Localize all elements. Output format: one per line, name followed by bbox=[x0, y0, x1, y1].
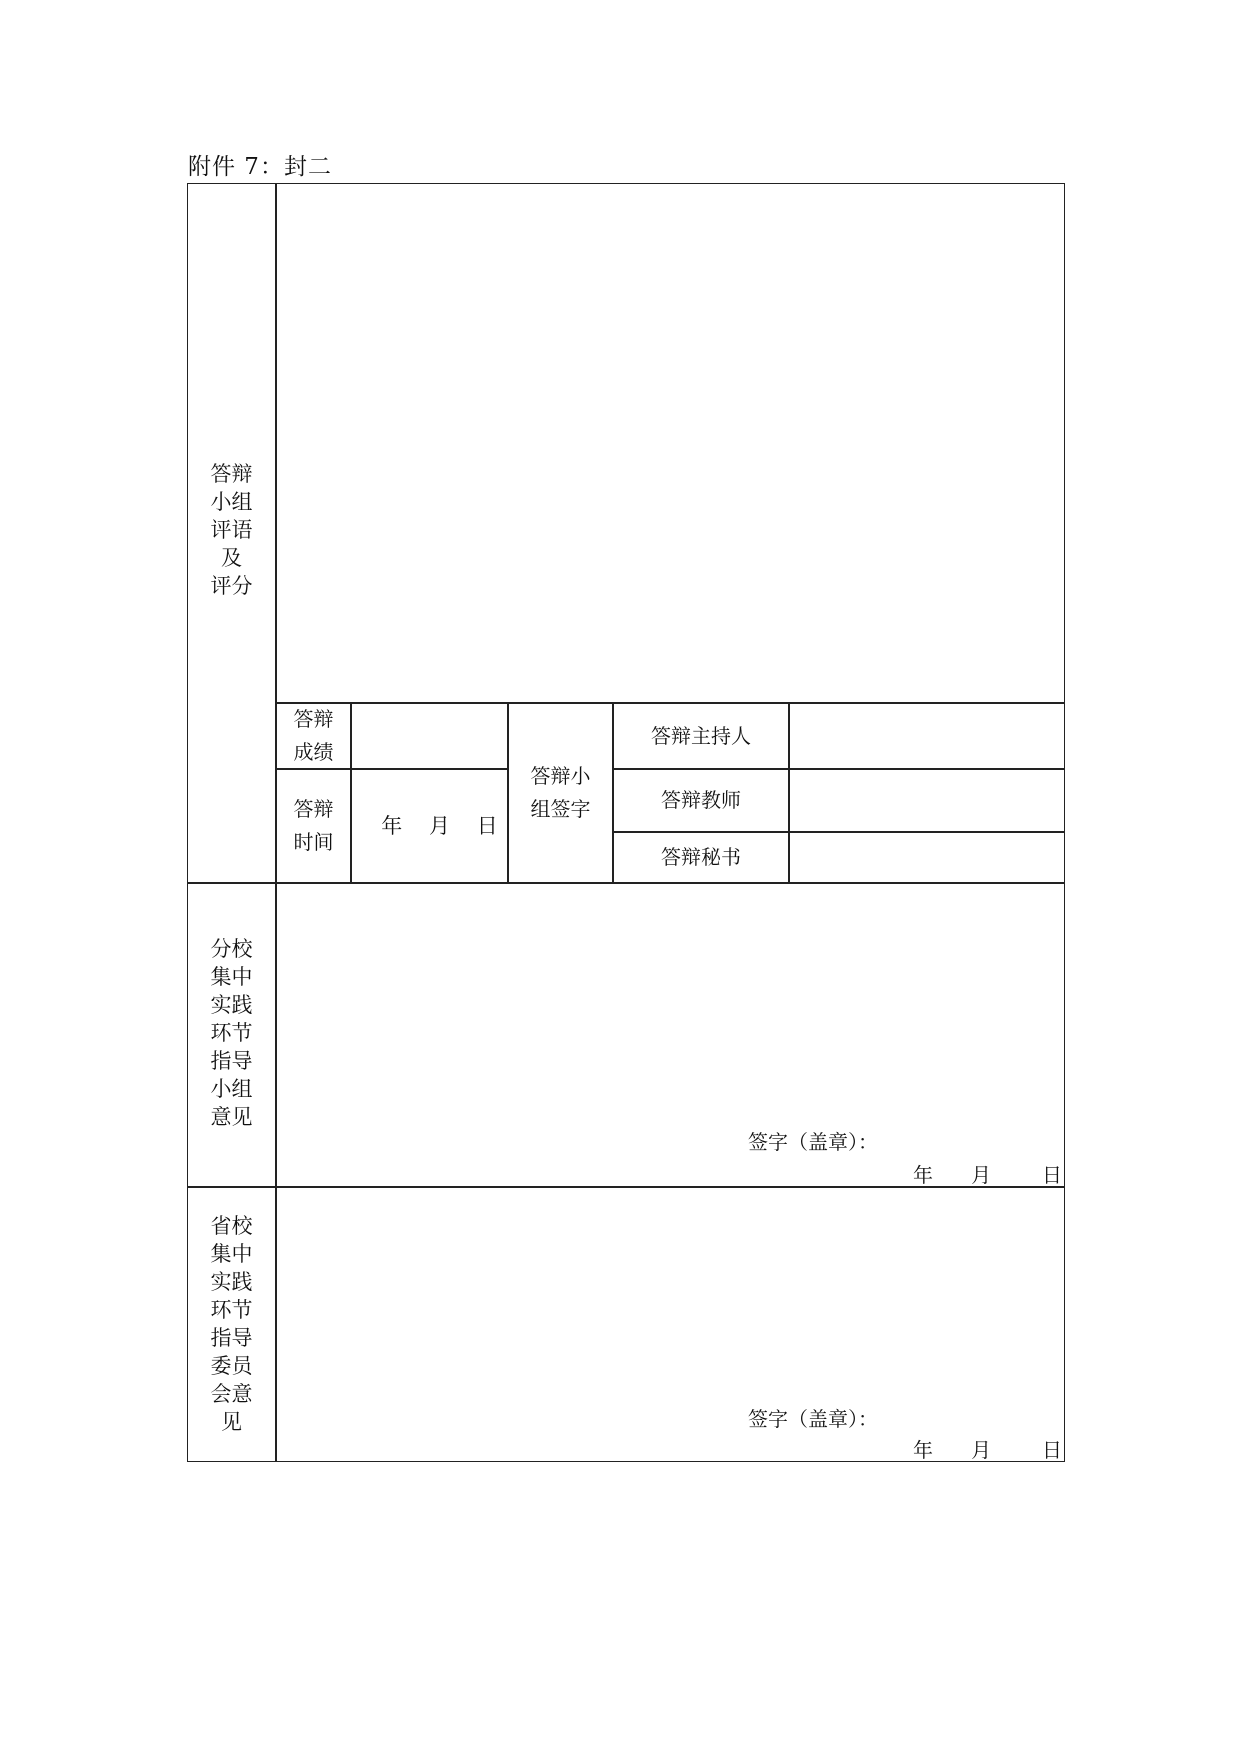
section3-label-line: 指导 bbox=[210, 1326, 253, 1350]
document-heading: 附件 7：封二 bbox=[188, 154, 332, 180]
section3-label-line: 委员 bbox=[210, 1354, 253, 1378]
group-sign-label bbox=[509, 704, 612, 882]
teacher-sign-field[interactable] bbox=[790, 770, 1063, 831]
time-label-line: 时间 bbox=[293, 830, 334, 854]
section3-label-line: 省校 bbox=[210, 1214, 253, 1238]
time-label bbox=[277, 770, 350, 882]
secretary-sign-field[interactable] bbox=[790, 833, 1063, 882]
host-sign-field[interactable] bbox=[790, 704, 1063, 768]
section2-date-line: 年 月 日 bbox=[913, 1163, 1063, 1187]
score-label-line: 答辩 bbox=[293, 707, 334, 731]
section3-label-line: 集中 bbox=[210, 1242, 253, 1266]
section2-label-line: 指导 bbox=[210, 1049, 253, 1073]
section1-label-line: 评语 bbox=[210, 518, 253, 542]
section3-sign-label: 签字（盖章）： bbox=[748, 1407, 878, 1431]
section3-date-line: 年 月 日 bbox=[913, 1438, 1063, 1462]
score-value-field[interactable] bbox=[352, 704, 507, 768]
section3-label-line: 实践 bbox=[210, 1270, 253, 1294]
section1-label-line: 答辩 bbox=[210, 462, 253, 486]
section3-label-line: 会意 bbox=[210, 1382, 253, 1406]
section2-label-line: 集中 bbox=[210, 965, 253, 989]
section2-label-line: 分校 bbox=[210, 937, 253, 961]
teacher-label: 答辩教师 bbox=[661, 788, 741, 812]
score-label-line: 成绩 bbox=[293, 740, 334, 764]
group-sign-line: 组签字 bbox=[530, 797, 591, 821]
time-label-line: 答辩 bbox=[293, 797, 334, 821]
time-date-field[interactable] bbox=[352, 770, 507, 882]
section1-label-line: 及 bbox=[221, 546, 242, 570]
section3-label-line: 环节 bbox=[210, 1298, 253, 1322]
section2-label-line: 环节 bbox=[210, 1021, 253, 1045]
section1-label bbox=[188, 460, 275, 600]
date-placeholder: 年 月 日 bbox=[381, 813, 498, 838]
section2-label-line: 小组 bbox=[210, 1077, 253, 1101]
host-label: 答辩主持人 bbox=[651, 723, 751, 748]
section3-label bbox=[188, 1212, 275, 1436]
section1-comment-area[interactable] bbox=[277, 185, 1063, 701]
section2-label-line: 意见 bbox=[210, 1105, 253, 1129]
section2-label-line: 实践 bbox=[210, 993, 253, 1017]
secretary-label: 答辩秘书 bbox=[661, 845, 741, 869]
group-sign-line: 答辩小 bbox=[530, 764, 591, 788]
section2-label bbox=[188, 935, 275, 1131]
section3-label-line: 见 bbox=[221, 1410, 242, 1434]
section2-opinion-area[interactable] bbox=[277, 884, 1063, 1124]
section2-sign-label: 签字（盖章）： bbox=[748, 1130, 878, 1154]
section1-label-line: 小组 bbox=[210, 490, 253, 514]
score-label bbox=[277, 704, 350, 768]
section3-opinion-area[interactable] bbox=[277, 1188, 1063, 1400]
section1-label-line: 评分 bbox=[210, 574, 253, 598]
